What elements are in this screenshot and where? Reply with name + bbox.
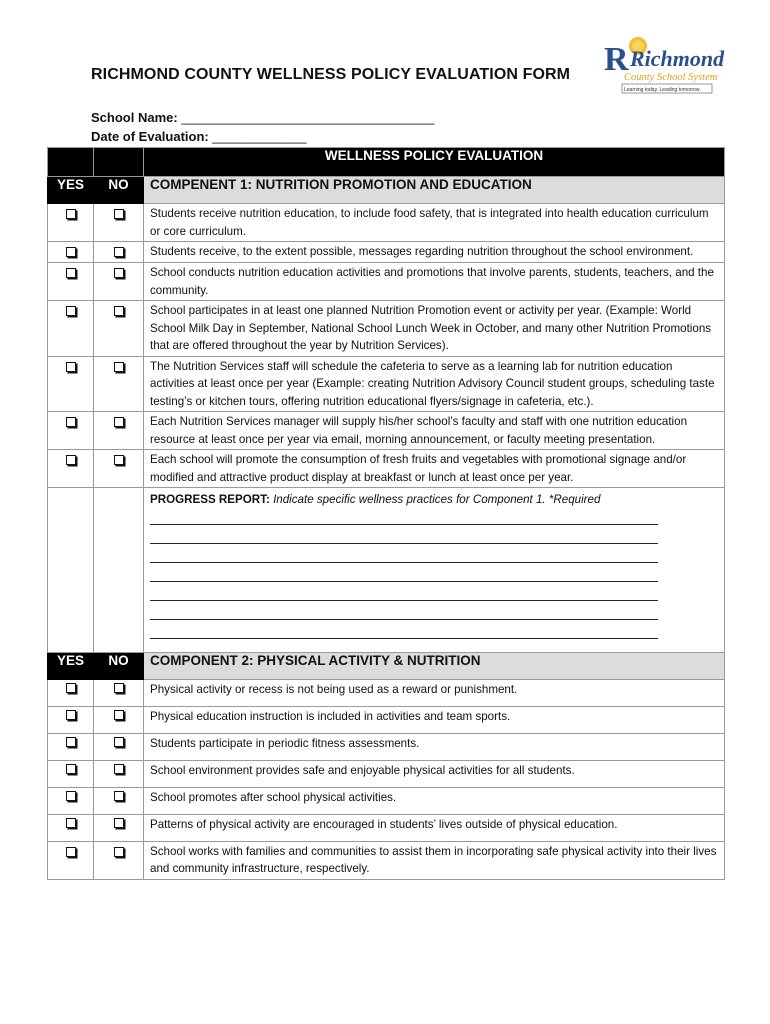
component1-item-row (48, 450, 725, 488)
evaluation-date-row (91, 129, 306, 144)
svg-text:County School System: County School System (624, 72, 718, 83)
component2-yes-header: YES (48, 652, 94, 679)
component2-no-header: NO (94, 652, 144, 679)
no-checkbox[interactable] (114, 268, 124, 278)
no-checkbox[interactable] (114, 737, 124, 747)
progress-answer-line[interactable] (150, 585, 658, 601)
richmond-county-logo (600, 30, 728, 100)
criterion-text: Each school will promote the consumption of fresh fruits and vegetables with promotional signage and/or modified and attractive product display at breakfast or lunch at least once per year. (144, 450, 725, 488)
yes-checkbox[interactable] (66, 417, 76, 427)
component2-title: COMPONENT 2: PHYSICAL ACTIVITY & NUTRITION (144, 652, 725, 679)
evaluation-band-title: WELLNESS POLICY EVALUATION (144, 148, 725, 177)
component1-item-row (48, 412, 725, 450)
progress-report-instruction: Indicate specific wellness practices for Component 1. *Required (273, 493, 601, 506)
component2-item-row (48, 841, 725, 879)
criterion-text: School environment provides safe and enjoyable physical activities for all students. (144, 760, 725, 787)
svg-text:R: R (604, 41, 629, 78)
yes-checkbox[interactable] (66, 268, 76, 278)
criterion-text: School participates in at least one planned Nutrition Promotion event or activity per year. (Example: World School Milk Day in September, National School Lunch Week in October, and many other Nutrition Promotions that are offered throughout the year by Nutrition Services). (144, 301, 725, 357)
component1-header-row (48, 177, 725, 204)
yes-checkbox[interactable] (66, 247, 76, 257)
yes-checkbox[interactable] (66, 847, 76, 857)
no-checkbox[interactable] (114, 764, 124, 774)
yes-checkbox[interactable] (66, 710, 76, 720)
component1-yes-header: YES (48, 177, 94, 204)
criterion-text: School promotes after school physical activities. (144, 787, 725, 814)
no-checkbox[interactable] (114, 209, 124, 219)
criterion-text: Physical activity or recess is not being used as a reward or punishment. (144, 679, 725, 706)
progress-answer-line[interactable] (150, 509, 658, 525)
criterion-text: School works with families and communities to assist them in incorporating safe physical activity into their lives and community infrastructure, respectively. (144, 841, 725, 879)
no-checkbox[interactable] (114, 791, 124, 801)
svg-text:Learning today. Leading tomorr: Learning today. Leading tomorrow. (624, 87, 701, 93)
yes-checkbox[interactable] (66, 791, 76, 801)
progress-answer-line[interactable] (150, 604, 658, 620)
component1-item-row (48, 204, 725, 242)
criterion-text: Students receive nutrition education, to include food safety, that is integrated into health education curriculum or core curriculum. (144, 204, 725, 242)
yes-checkbox[interactable] (66, 306, 76, 316)
svg-text:Richmond: Richmond (630, 46, 725, 71)
component2-item-row (48, 760, 725, 787)
evaluation-date-field[interactable]: _____________ (212, 129, 307, 144)
component1-no-header: NO (94, 177, 144, 204)
criterion-text: Patterns of physical activity are encouraged in students’ lives outside of physical education. (144, 814, 725, 841)
yes-checkbox[interactable] (66, 818, 76, 828)
school-name-label: School Name: (91, 110, 178, 125)
no-checkbox[interactable] (114, 455, 124, 465)
progress-answer-line[interactable] (150, 623, 658, 639)
component1-item-row (48, 242, 725, 263)
component1-item-row (48, 356, 725, 412)
yes-checkbox[interactable] (66, 737, 76, 747)
no-checkbox[interactable] (114, 847, 124, 857)
no-checkbox[interactable] (114, 306, 124, 316)
component2-item-row (48, 733, 725, 760)
form-title: RICHMOND COUNTY WELLNESS POLICY EVALUATION FORM (91, 66, 571, 83)
component1-item-row (48, 301, 725, 357)
progress-answer-line[interactable] (150, 528, 658, 544)
component2-item-row (48, 814, 725, 841)
criterion-text: Students receive, to the extent possible, messages regarding nutrition throughout the school environment. (144, 242, 725, 263)
component2-item-row (48, 787, 725, 814)
progress-report-cell (144, 488, 725, 653)
school-name-row (91, 110, 434, 125)
component1-item-row (48, 263, 725, 301)
criterion-text: Students participate in periodic fitness assessments. (144, 733, 725, 760)
component2-header-row (48, 652, 725, 679)
no-checkbox[interactable] (114, 417, 124, 427)
no-checkbox[interactable] (114, 710, 124, 720)
progress-answer-line[interactable] (150, 547, 658, 563)
school-name-field[interactable]: ___________________________________ (181, 110, 435, 125)
wellness-evaluation-table (47, 147, 725, 880)
yes-checkbox[interactable] (66, 362, 76, 372)
no-checkbox[interactable] (114, 818, 124, 828)
component2-item-row (48, 706, 725, 733)
component1-title: COMPENENT 1: NUTRITION PROMOTION AND EDUCATION (144, 177, 725, 204)
component2-item-row (48, 679, 725, 706)
no-checkbox[interactable] (114, 683, 124, 693)
no-checkbox[interactable] (114, 362, 124, 372)
criterion-text: Physical education instruction is included in activities and team sports. (144, 706, 725, 733)
criterion-text: The Nutrition Services staff will schedule the cafeteria to serve as a learning lab for nutrition education activities at least once per year (Example: creating Nutrition Advisory Council student groups, scheduling taste testing’s or kitchen tours, offering nutrition educational flyers/signage in cafeteria, etc.). (144, 356, 725, 412)
no-checkbox[interactable] (114, 247, 124, 257)
component1-progress-row (48, 488, 725, 653)
progress-report-label: PROGRESS REPORT: (150, 493, 270, 506)
evaluation-band-row (48, 148, 725, 177)
yes-checkbox[interactable] (66, 209, 76, 219)
evaluation-date-label: Date of Evaluation: (91, 129, 209, 144)
yes-checkbox[interactable] (66, 455, 76, 465)
criterion-text: School conducts nutrition education activities and promotions that involve parents, students, teachers, and the community. (144, 263, 725, 301)
criterion-text: Each Nutrition Services manager will supply his/her school’s faculty and staff with one nutrition education resource at least once per year via email, morning announcement, or faculty meeting presentation. (144, 412, 725, 450)
yes-checkbox[interactable] (66, 764, 76, 774)
yes-checkbox[interactable] (66, 683, 76, 693)
progress-answer-line[interactable] (150, 566, 658, 582)
